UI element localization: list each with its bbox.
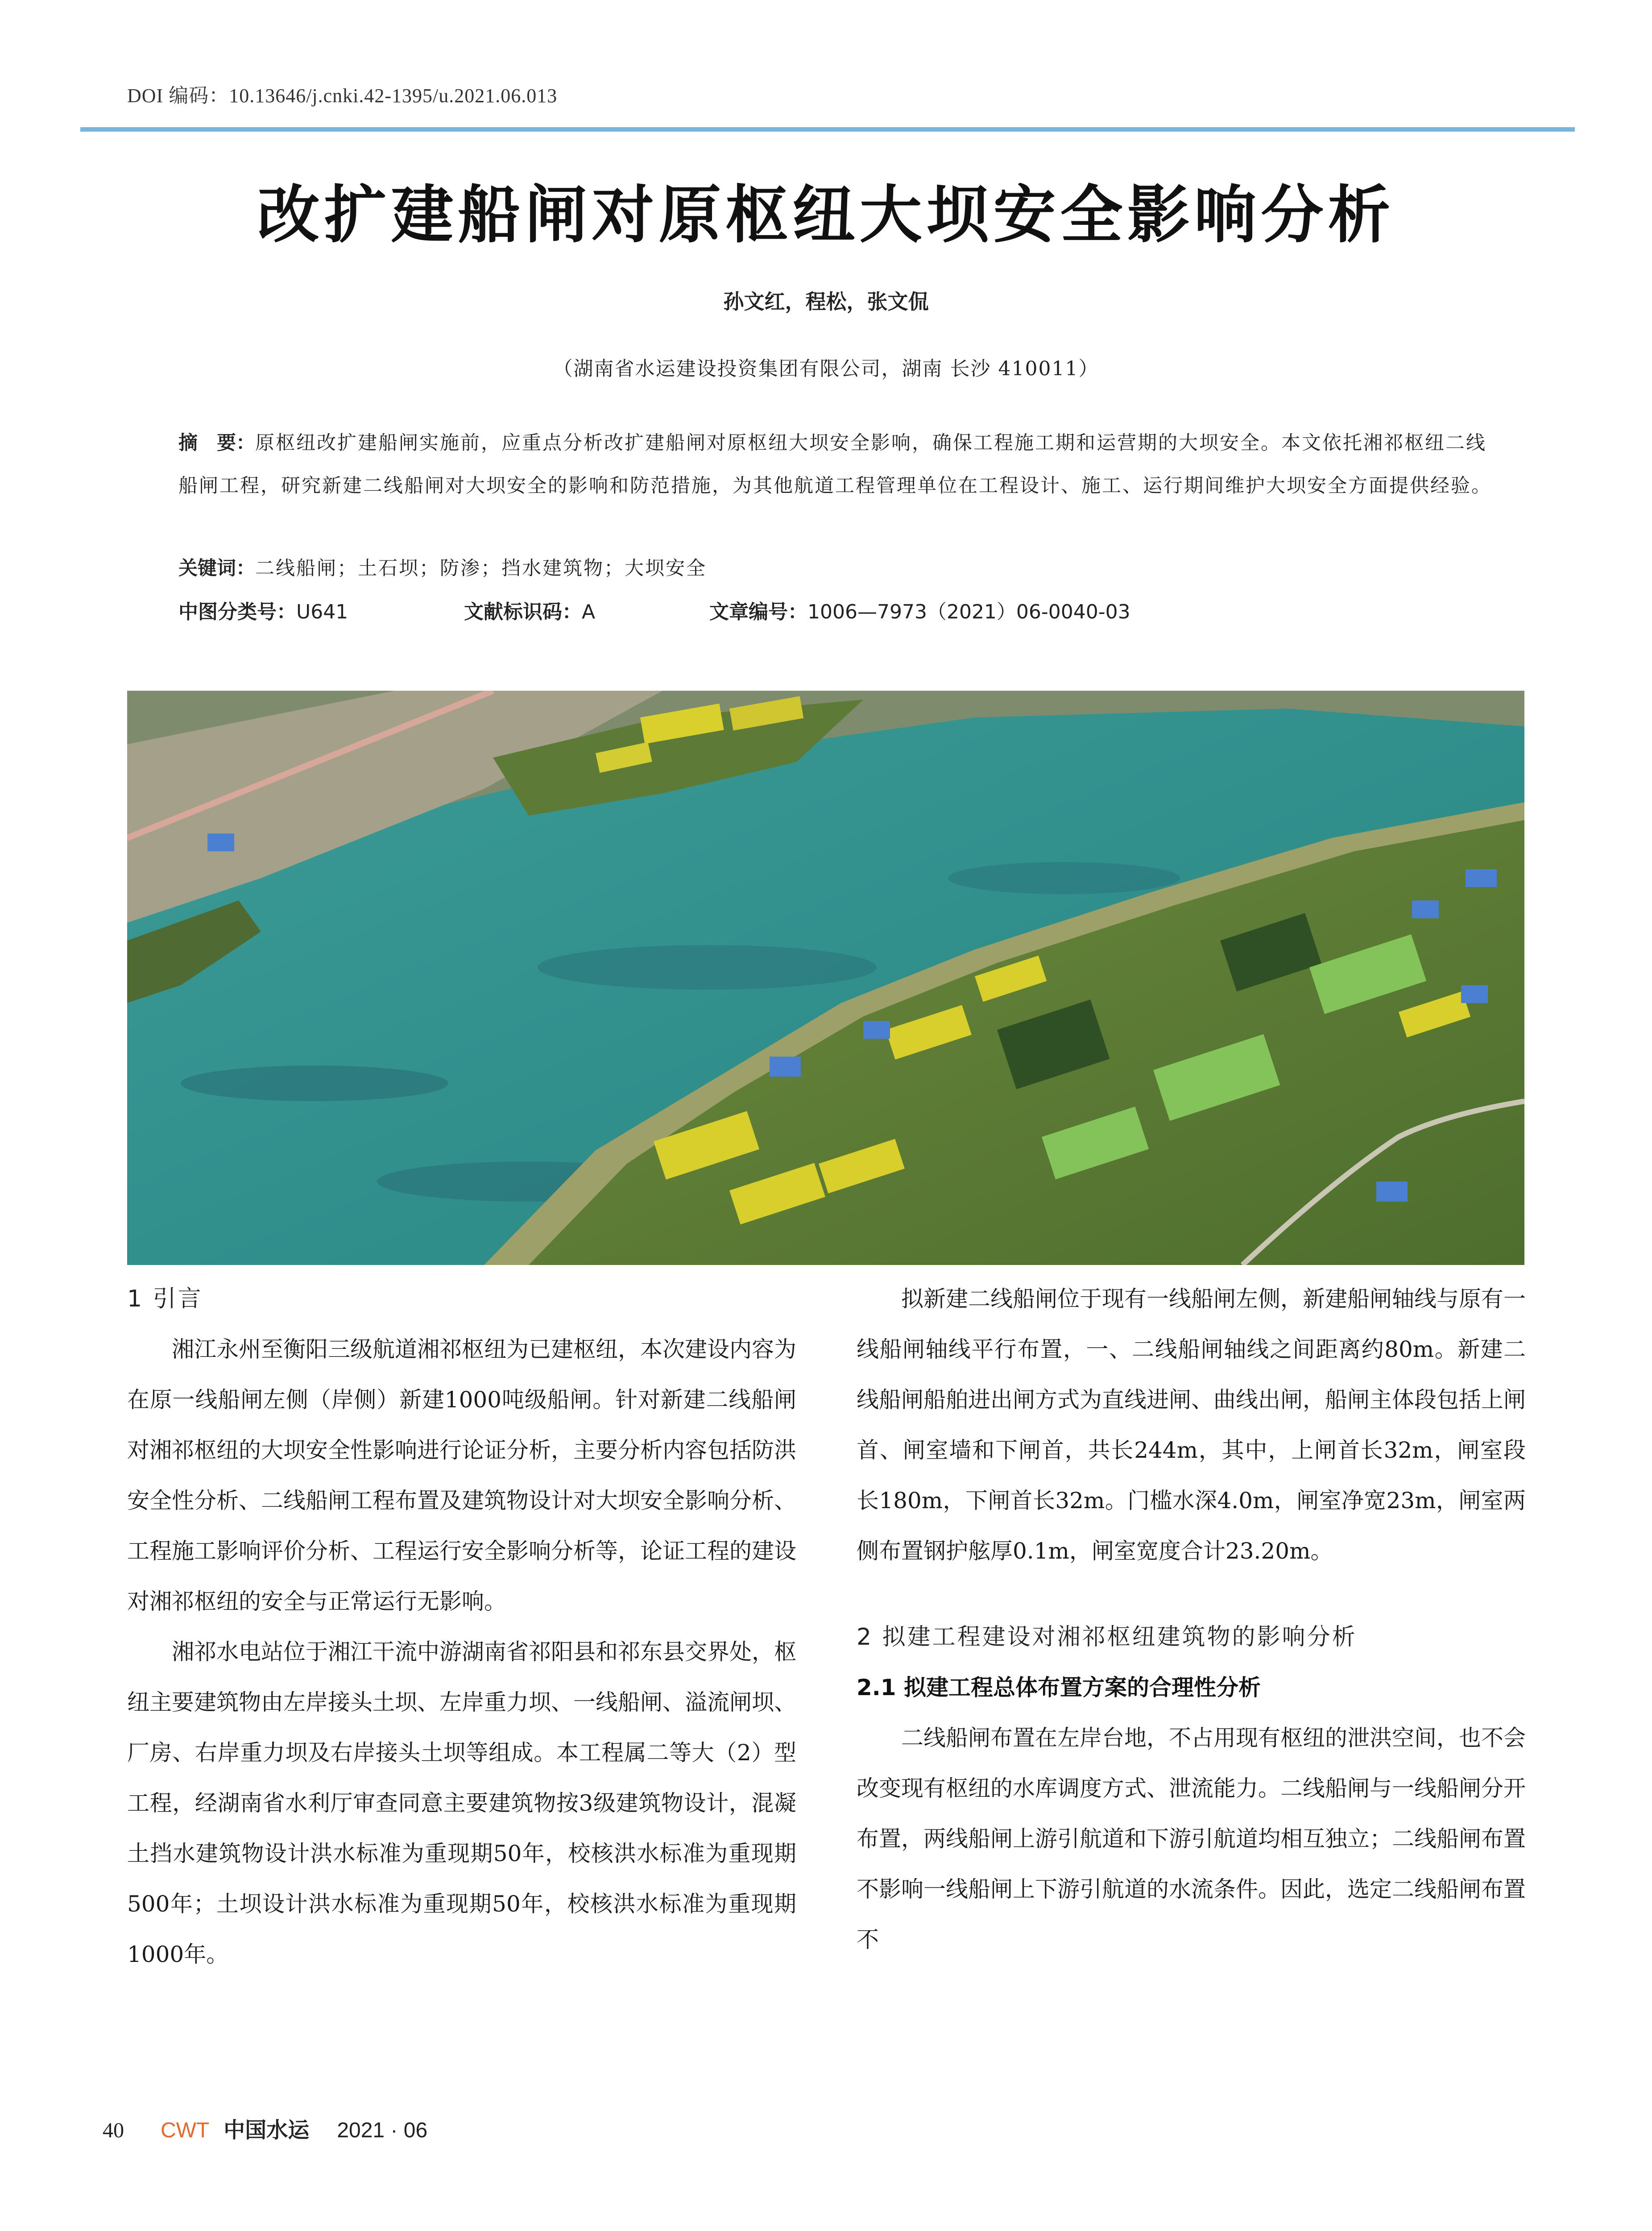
clc-value: U641 — [296, 601, 348, 623]
right-column — [857, 1274, 1526, 1965]
page-number: 40 — [103, 2119, 124, 2142]
abstract-label: 摘 要： — [178, 432, 255, 454]
article-no-label: 文章编号： — [709, 601, 807, 623]
aerial-photo-illustration — [127, 691, 1524, 1265]
article-title: 改扩建船闸对原枢纽大坝安全影响分析 — [257, 179, 1395, 252]
paragraph: 拟新建二线船闸位于现有一线船闸左侧，新建船闸轴线与原有一线船闸轴线平行布置，一、二线船闸轴线之间距离约80m。新建二线船闸船舶进出闸方式为直线进闸、曲线出闸，船闸主体段包括上闸首、闸室墙和下闸首，共长244m，其中，上闸首长32m，闸室段长180m，下闸首长32m。门槛水深4.0m，闸室净宽23m，闸室两侧布置钢护舷厚0.1m，闸室宽度合计23.20m。 — [857, 1286, 1526, 1564]
header-rule — [80, 127, 1575, 132]
issue-number: 2021 · 06 — [337, 2119, 428, 2142]
abstract-text: 原枢纽改扩建船闸实施前，应重点分析改扩建船闸对原枢纽大坝安全影响，确保工程施工期和运营期的大坝安全。本文依托湘祁枢纽二线船闸工程，研究新建二线船闸对大坝安全的影响和防范措施，为其他航道工程管理单位在工程设计、施工、运行期间维护大坝安全方面提供经验。 — [178, 432, 1492, 497]
keywords-label: 关键词： — [178, 557, 255, 580]
brand-logo: CWT — [161, 2119, 210, 2142]
doc-code-label: 文献标识码： — [464, 601, 582, 623]
aerial-river-photo — [127, 691, 1524, 1265]
page-footer — [103, 2113, 427, 2144]
clc-number — [178, 596, 348, 624]
section-1-heading: 1 引言 — [127, 1286, 203, 1312]
left-column — [127, 1274, 796, 1980]
section-2-heading: 2 拟建工程建设对湘祁枢纽建筑物的影响分析 — [857, 1624, 1357, 1650]
keywords-text: 二线船闸；土石坝；防渗；挡水建筑物；大坝安全 — [255, 557, 707, 580]
article-no-value: 1006—7973（2021）06-0040-03 — [807, 601, 1130, 623]
paragraph: 二线船闸布置在左岸台地，不占用现有枢纽的泄洪空间，也不会改变现有枢纽的水库调度方式、泄流能力。二线船闸与一线船闸分开布置，两线船闸上游引航道和下游引航道均相互独立；二线船闸布置不影响一线船闸上下游引航道的水流条件。因此，选定二线船闸布置不 — [857, 1725, 1526, 1953]
doi-line: DOI 编码：10.13646/j.cnki.42-1395/u.2021.06.013 — [127, 85, 558, 107]
document-code — [464, 596, 595, 624]
keywords — [178, 553, 707, 581]
affiliation: （湖南省水运建设投资集团有限公司，湖南 长沙 410011） — [553, 357, 1099, 380]
authors: 孙文红，程松，张文侃 — [723, 290, 929, 314]
doc-code-value: A — [582, 601, 596, 623]
article-number — [709, 596, 1130, 624]
magazine-name: 中国水运 — [224, 2118, 310, 2143]
clc-label: 中图分类号： — [178, 601, 296, 623]
paragraph: 湘江永州至衡阳三级航道湘祁枢纽为已建枢纽，本次建设内容为在原一线船闸左侧（岸侧）新建1000吨级船闸。针对新建二线船闸对湘祁枢纽的大坝安全性影响进行论证分析，主要分析内容包括防洪安全性分析、二线船闸工程布置及建筑物设计对大坝安全影响分析、工程施工影响评价分析、工程运行安全影响分析等，论证工程的建设对湘祁枢纽的安全与正常运行无影响。 — [127, 1336, 796, 1614]
paragraph: 湘祁水电站位于湘江干流中游湖南省祁阳县和祁东县交界处，枢纽主要建筑物由左岸接头土坝、左岸重力坝、一线船闸、溢流闸坝、厂房、右岸重力坝及右岸接头土坝等组成。本工程属二等大（2）型工程，经湖南省水利厅审查同意主要建筑物按3级建筑物设计，混凝土挡水建筑物设计洪水标准为重现期50年，校核洪水标准为重现期500年；土坝设计洪水标准为重现期50年，校核洪水标准为重现期1000年。 — [127, 1639, 796, 1967]
abstract — [178, 422, 1499, 507]
section-2-1-heading: 2.1 拟建工程总体布置方案的合理性分析 — [857, 1675, 1261, 1700]
